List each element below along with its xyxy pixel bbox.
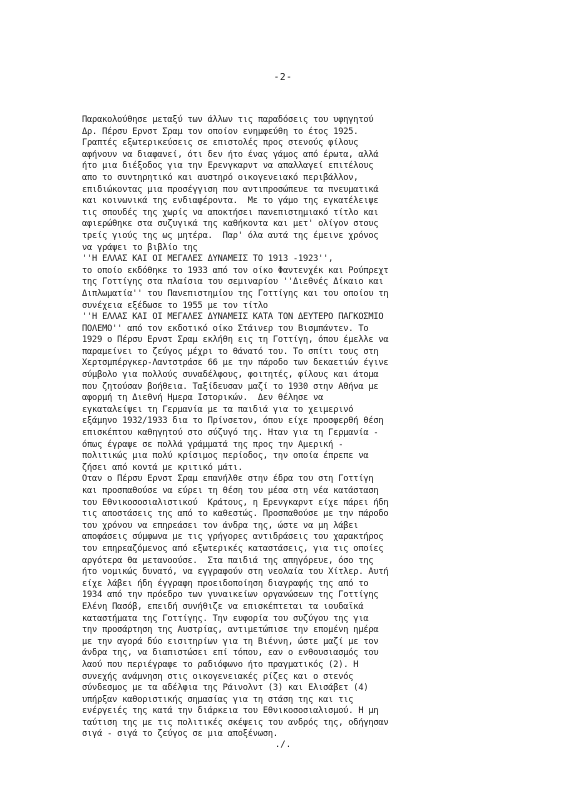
text-line: επισκέπτου καθηγητού στο σύζυγό της. Ηταν για τη Γερμανία - — [82, 428, 379, 439]
text-line: ενέργειές της κατά την διάρκεια του Εθνικοσοσιαλισμού. Η μη — [82, 706, 379, 717]
text-line: τις αποστάσεις της από το καθεστώς. Προσπαθούσε με την πάροδο — [82, 509, 389, 520]
text-line: αφήνουν να διαφανεί, ότι δεν ήτο ένας γάμος από έρωτα, αλλά — [82, 149, 379, 160]
text-line: καταστήματα της Γοττίγης. Την ευφορία του συζύγου της για — [82, 613, 369, 624]
body-text — [82, 115, 512, 741]
text-line: επιδιώκοντας μια προσέγγιση που αντιπροσώπευε τα πνευματικά — [82, 184, 379, 195]
text-line: σύνδεσμος με τα αδέλφια της Ράινολντ (3) και Ελισάβετ (4) — [82, 683, 369, 694]
text-line: και προσπαθούσε να εύρει τη θέση του μέσα στη νέα κατάσταση — [82, 486, 379, 496]
text-line: το οποίο εκδόθηκε το 1933 από τον οίκο Φαντενχέκ και Ρούπρεχτ — [82, 265, 389, 276]
text-line: ''Η ΕΛΛΑΣ ΚΑΙ ΟΙ ΜΕΓΑΛΕΣ ΔΥΝΑΜΕΙΣ ΤΟ 1913 -1923'', — [82, 254, 334, 265]
text-line: τις σπουδές της χωρίς να αποκτήσει πανεπιστημιακό τίτλο και — [82, 207, 379, 218]
text-line: συνέχεια εξέδωσε το 1955 με τον τίτλο — [82, 300, 268, 311]
text-line: σιγά - σιγά το ζεύγος σε μια αποξένωση. — [82, 729, 278, 740]
text-line: της Γοττίγης στα πλαίσια του σεμιναρίου ''Διεθνές Δίκαιο και — [82, 277, 384, 288]
text-line: ήτο νομικώς δυνατό, να εγγραφούν στη νεολαία του Χίτλερ. Αυτή — [82, 567, 389, 578]
text-line: εγκαταλείψει τη Γερμανία με τα παιδιά για το χειμερινό — [82, 404, 354, 415]
text-line: με την αγορά δύο εισιτηρίων για τη Βιέννη, ώστε μαζί με τον — [82, 636, 379, 647]
text-line: Παρακολούθησε μεταξύ των άλλων τις παραδόσεις του υφηγητού — [82, 115, 374, 125]
text-line: ταύτιση της με τις πολιτικές σκέψεις του ανδρός της, οδήγησαν — [82, 717, 389, 728]
text-line: Δρ. Πέρσυ Ερνστ Σραμ τον οποίον ενημφεύθη το έτος 1925. — [82, 126, 359, 137]
text-line: Γραπτές εξωτερικεύσεις σε επιστολές προς στενούς φίλους — [82, 138, 359, 149]
text-line: και κοινωνικά της ενδιαφέροντα. Με το γάμο της εγκατέλειψε — [82, 196, 379, 207]
text-line: ''Η ΕΛΛΑΣ ΚΑΙ ΟΙ ΜΕΓΑΛΕΣ ΔΥΝΑΜΕΙΣ ΚΑΤΑ ΤΟΝ ΔΕΥΤΕΡΟ ΠΑΓΚΟΣΜΙΟ — [82, 312, 384, 323]
text-line: να γράψει το βιβλίο της — [82, 242, 198, 253]
text-line: λαού που περιέγραφε το ραδιόφωνο ήτο πραγματικός (2). Η — [82, 659, 359, 670]
text-line: υπήρξαν καθοριστικής σημασίας για τη στάση της και τις — [82, 694, 354, 705]
text-line: που ζητούσαν βοήθεια. Ταξίδευσαν μαζί το 1930 στην Αθήνα με — [82, 381, 379, 392]
text-line: Χερτσμπέργκερ-Λαντστράσε 66 με την πάροδο των δεκαετιών έγινε — [82, 358, 389, 369]
text-line: σύμβολο για πολλούς συναδέλφους, φοιτητές, φίλους και άτομα — [82, 370, 379, 381]
text-line: Οταν ο Πέρσυ Ερνστ Σραμ επανήλθε στην έδρα του στη Γοττίγη — [82, 474, 374, 485]
text-line: ήτο μια διέξοδος για την Ερενγκαρντ να απαλλαγεί επιτέλους — [82, 161, 374, 172]
text-line: 1929 ο Πέρσυ Ερνστ Σραμ εκλήθη εις τη Γοττίγη, όπου έμελλε να — [82, 335, 389, 346]
text-line: την προσάρτηση της Αυστρίας, αντιμετώπισε την επομένη ημέρα — [82, 625, 379, 636]
text-line: τρείς γιούς της ως μητέρα. Παρ' όλα αυτά της έμεινε χρόνος — [82, 230, 379, 241]
text-line: αφορμή τη Διεθνή Ημερα Ιστορικών. Δεν θέλησε να — [82, 393, 324, 404]
text-line: του Εθνικοσοσιαλιστικού Κράτους, η Ερενγκαρντ είχε πάρει ήδη — [82, 497, 389, 508]
text-line: ΠΟΛΕΜΟ'' από τον εκδοτικό οίκο Στάινερ του Βισμπάντεν. Το — [82, 323, 369, 334]
text-line: ζήσει από κοντά με κριτικό μάτι. — [82, 462, 243, 473]
text-line: Διπλωματία'' του Πανεπιστημίου της Γοττίγης και του οποίου τη — [82, 288, 389, 299]
text-line: Ελένη Πασόβ, επειδή συνήθιζε να επισκέπτεται τα ιουδαϊκά — [82, 601, 364, 612]
text-line: συνεχής ανάμνηση στις οικογενειακές ρίζες και ο στενός — [82, 671, 354, 682]
text-line: αποφάσεις σύμφωνα με τις γρήγορες αντιδράσεις του χαρακτήρος — [82, 532, 384, 543]
text-line: άνδρα της, να διαπιστώσει επί τόπου, εαν ο ενθουσιασμός του — [82, 648, 379, 659]
text-line: του χρόνου να επηρεάσει τον άνδρα της, ώστε να μη λάβει — [82, 520, 359, 531]
text-line: όπως έγραψε σε πολλά γράμματά της προς την Αμερική - — [82, 439, 344, 450]
text-line: αργότερα θα μετανοούσε. Στα παιδιά της απηγόρευε, όσο της — [82, 555, 374, 566]
text-line: παραμείνει το ζεύγος μέχρι το θάνατό του. Το σπίτι τους στη — [82, 346, 379, 357]
text-line: αφιερώθηκε στα συζυγικά της καθήκοντα και μετ' ολίγον στους — [82, 219, 379, 230]
text-line: του επηρεαζόμενος από εξωτερικές καταστάσεις, για τις οποίες — [82, 543, 384, 554]
continuation-mark: ./. — [274, 740, 292, 750]
text-line: πολιτικώς μια πολύ κρίσιμος περίοδος, την οποία έπρεπε να — [82, 451, 369, 462]
text-line: 1934 από την πρόεδρο των γυναικείων οργανώσεων της Γοττίγης — [82, 590, 379, 601]
page-number: -2- — [273, 72, 293, 83]
text-line: απο το συντηρητικό και αυστηρό οικογενειακό περιβάλλον, — [82, 172, 359, 183]
text-line: εξάμηνο 1932/1933 δια το Πρίνσετον, όπου είχε προσφερθή θέση — [82, 416, 384, 427]
text-line: είχε λάβει ήδη έγγραφη προειδοποίηση διαγραφής της από το — [82, 578, 369, 589]
